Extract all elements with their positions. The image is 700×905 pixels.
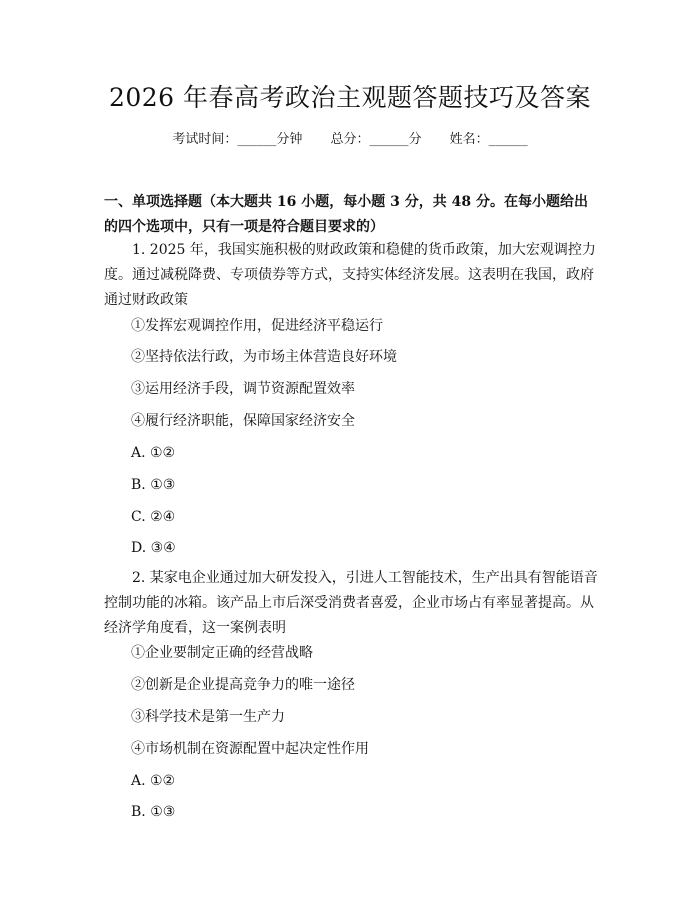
question-2-statement-2: ②创新是企业提高竞争力的唯一途径 xyxy=(131,677,355,693)
question-1-stem: 1. 2025 年，我国实施积极的财政政策和稳健的货币政策，加大宏观调控力度。通过减税降费、专项债券等方式，支持实体经济发展。这表明在我国，政府通过财政政策 xyxy=(104,242,596,308)
question-2-option-b: B. ①③ xyxy=(131,804,176,820)
question-1-statement-1: ①发挥宏观调控作用，促进经济平稳运行 xyxy=(131,318,383,334)
question-1-statement-2: ②坚持依法行政，为市场主体营造良好环境 xyxy=(131,349,397,365)
question-2-statement-4: ④市场机制在资源配置中起决定性作用 xyxy=(131,741,369,757)
question-1-option-d: D. ③④ xyxy=(131,540,176,556)
question-1-option-b: B. ①③ xyxy=(131,477,176,493)
name-field: 姓名：______ xyxy=(449,132,528,147)
exam-time-field: 考试时间：______分钟 xyxy=(172,132,303,147)
document-title: 2026 年春高考政治主观题答题技巧及答案 xyxy=(108,83,592,112)
question-2-option-a: A. ①② xyxy=(131,773,176,789)
question-2-stem: 2. 某家电企业通过加大研发投入，引进人工智能技术，生产出具有智能语音控制功能的冰箱。该产品上市后深受消费者喜爱，企业市场占有率显著提高。从经济学角度看，这一案例表明 xyxy=(104,570,598,636)
question-1-option-a: A. ①② xyxy=(131,445,176,461)
question-1-statement-3: ③运用经济手段，调节资源配置效率 xyxy=(131,381,355,397)
section-heading: 一、单项选择题（本大题共 16 小题，每小题 3 分，共 48 分。在每小题给出的四个选项中，只有一项是符合题目要求的） xyxy=(104,194,588,235)
total-score-field: 总分：______分 xyxy=(330,132,422,147)
question-1-statement-4: ④履行经济职能，保障国家经济安全 xyxy=(131,413,355,429)
exam-info-line xyxy=(0,130,700,150)
question-2-statement-1: ①企业要制定正确的经营战略 xyxy=(131,645,313,661)
question-2-statement-3: ③科学技术是第一生产力 xyxy=(131,709,285,725)
question-1-option-c: C. ②④ xyxy=(131,509,176,525)
